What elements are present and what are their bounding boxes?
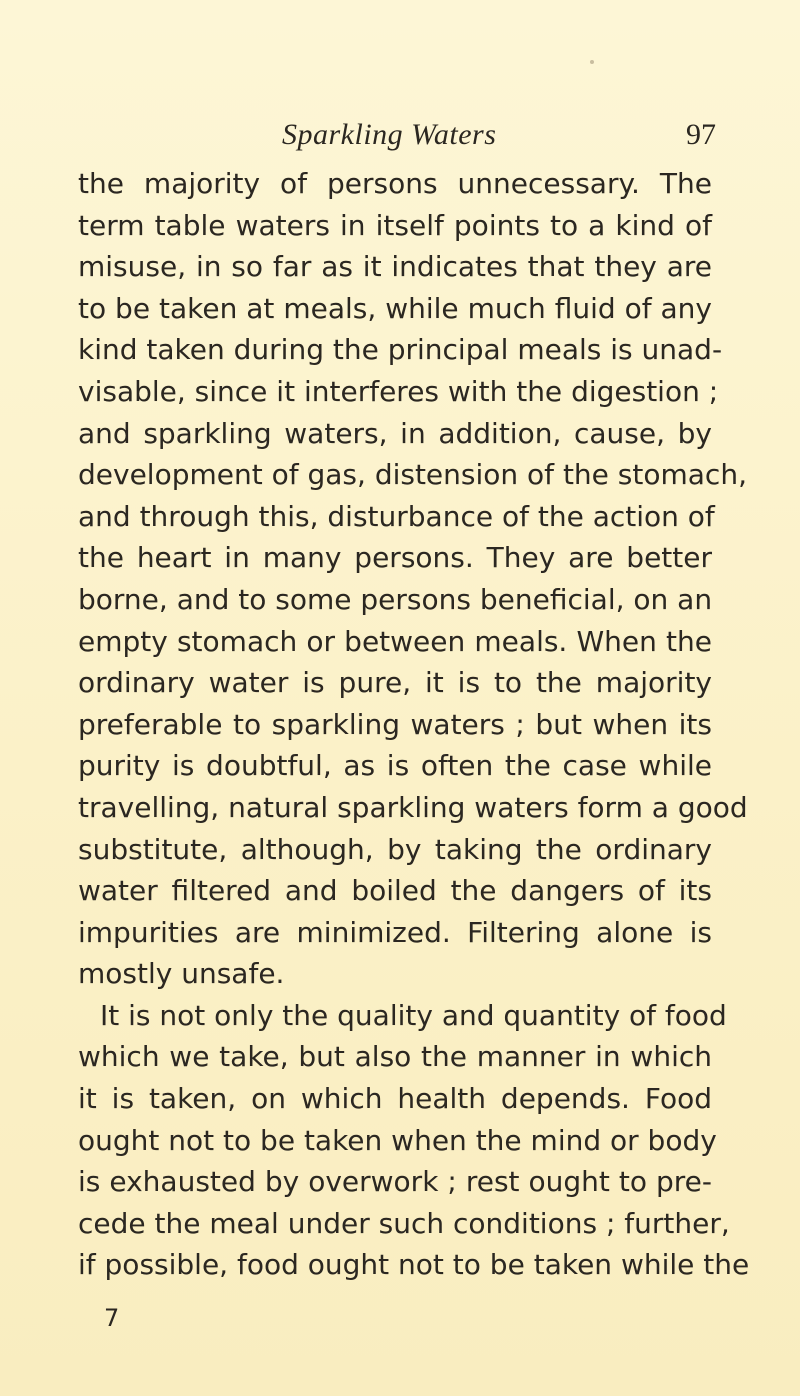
text-line: to be taken at meals, while much fluid of any xyxy=(78,291,712,325)
text-line: it is taken, on which health depends. Food xyxy=(78,1082,712,1116)
paragraph-1 xyxy=(78,163,748,995)
text-line: empty stomach or between meals. When the xyxy=(78,624,712,658)
running-head xyxy=(0,118,800,158)
text-line: borne, and to some persons beneficial, on an xyxy=(78,582,713,616)
paragraph-2 xyxy=(78,995,750,1286)
text-line: mostly unsafe. xyxy=(78,957,285,991)
text-line: if possible, food ought not to be taken while the xyxy=(78,1248,750,1282)
text-line: ought not to be taken when the mind or body xyxy=(78,1123,717,1157)
text-line: the majority of persons unnecessary. The xyxy=(78,167,712,200)
body-text xyxy=(78,163,750,1286)
running-title: Sparkling Waters xyxy=(282,118,497,151)
text-line: water filtered and boiled the dangers of its xyxy=(78,874,712,908)
text-line: which we take, but also the manner in which xyxy=(78,1040,712,1074)
text-line: preferable to sparkling waters ; but when its xyxy=(78,707,712,741)
text-line: ordinary water is pure, it is to the majority xyxy=(78,666,712,700)
text-line: purity is doubtful, as is often the case while xyxy=(78,749,712,783)
text-line: impurities are minimized. Filtering alone is xyxy=(78,915,712,949)
text-line: kind taken during the principal meals is unad- xyxy=(78,333,723,367)
signature-mark: 7 xyxy=(104,1304,120,1332)
text-line: term table waters in itself points to a kind of xyxy=(78,208,712,242)
text-line: misuse, in so far as it indicates that they are xyxy=(78,250,712,284)
paper-speck xyxy=(590,60,594,64)
text-line: development of gas, distension of the stomach, xyxy=(78,458,747,492)
page-number: 97 xyxy=(686,118,716,151)
text-line: visable, since it interferes with the digestion ; xyxy=(78,374,719,408)
text-line: cede the meal under such conditions ; further, xyxy=(78,1206,730,1240)
text-line: is exhausted by overwork ; rest ought to pre- xyxy=(78,1165,712,1199)
text-line: substitute, although, by taking the ordinary xyxy=(78,832,712,866)
text-line: It is not only the quality and quantity of food xyxy=(100,998,727,1032)
text-line: the heart in many persons. They are better xyxy=(78,541,712,575)
text-line: and sparkling waters, in addition, cause, by xyxy=(78,416,712,450)
text-line: travelling, natural sparkling waters form a good xyxy=(78,790,748,824)
text-line: and through this, disturbance of the action of xyxy=(78,499,715,533)
